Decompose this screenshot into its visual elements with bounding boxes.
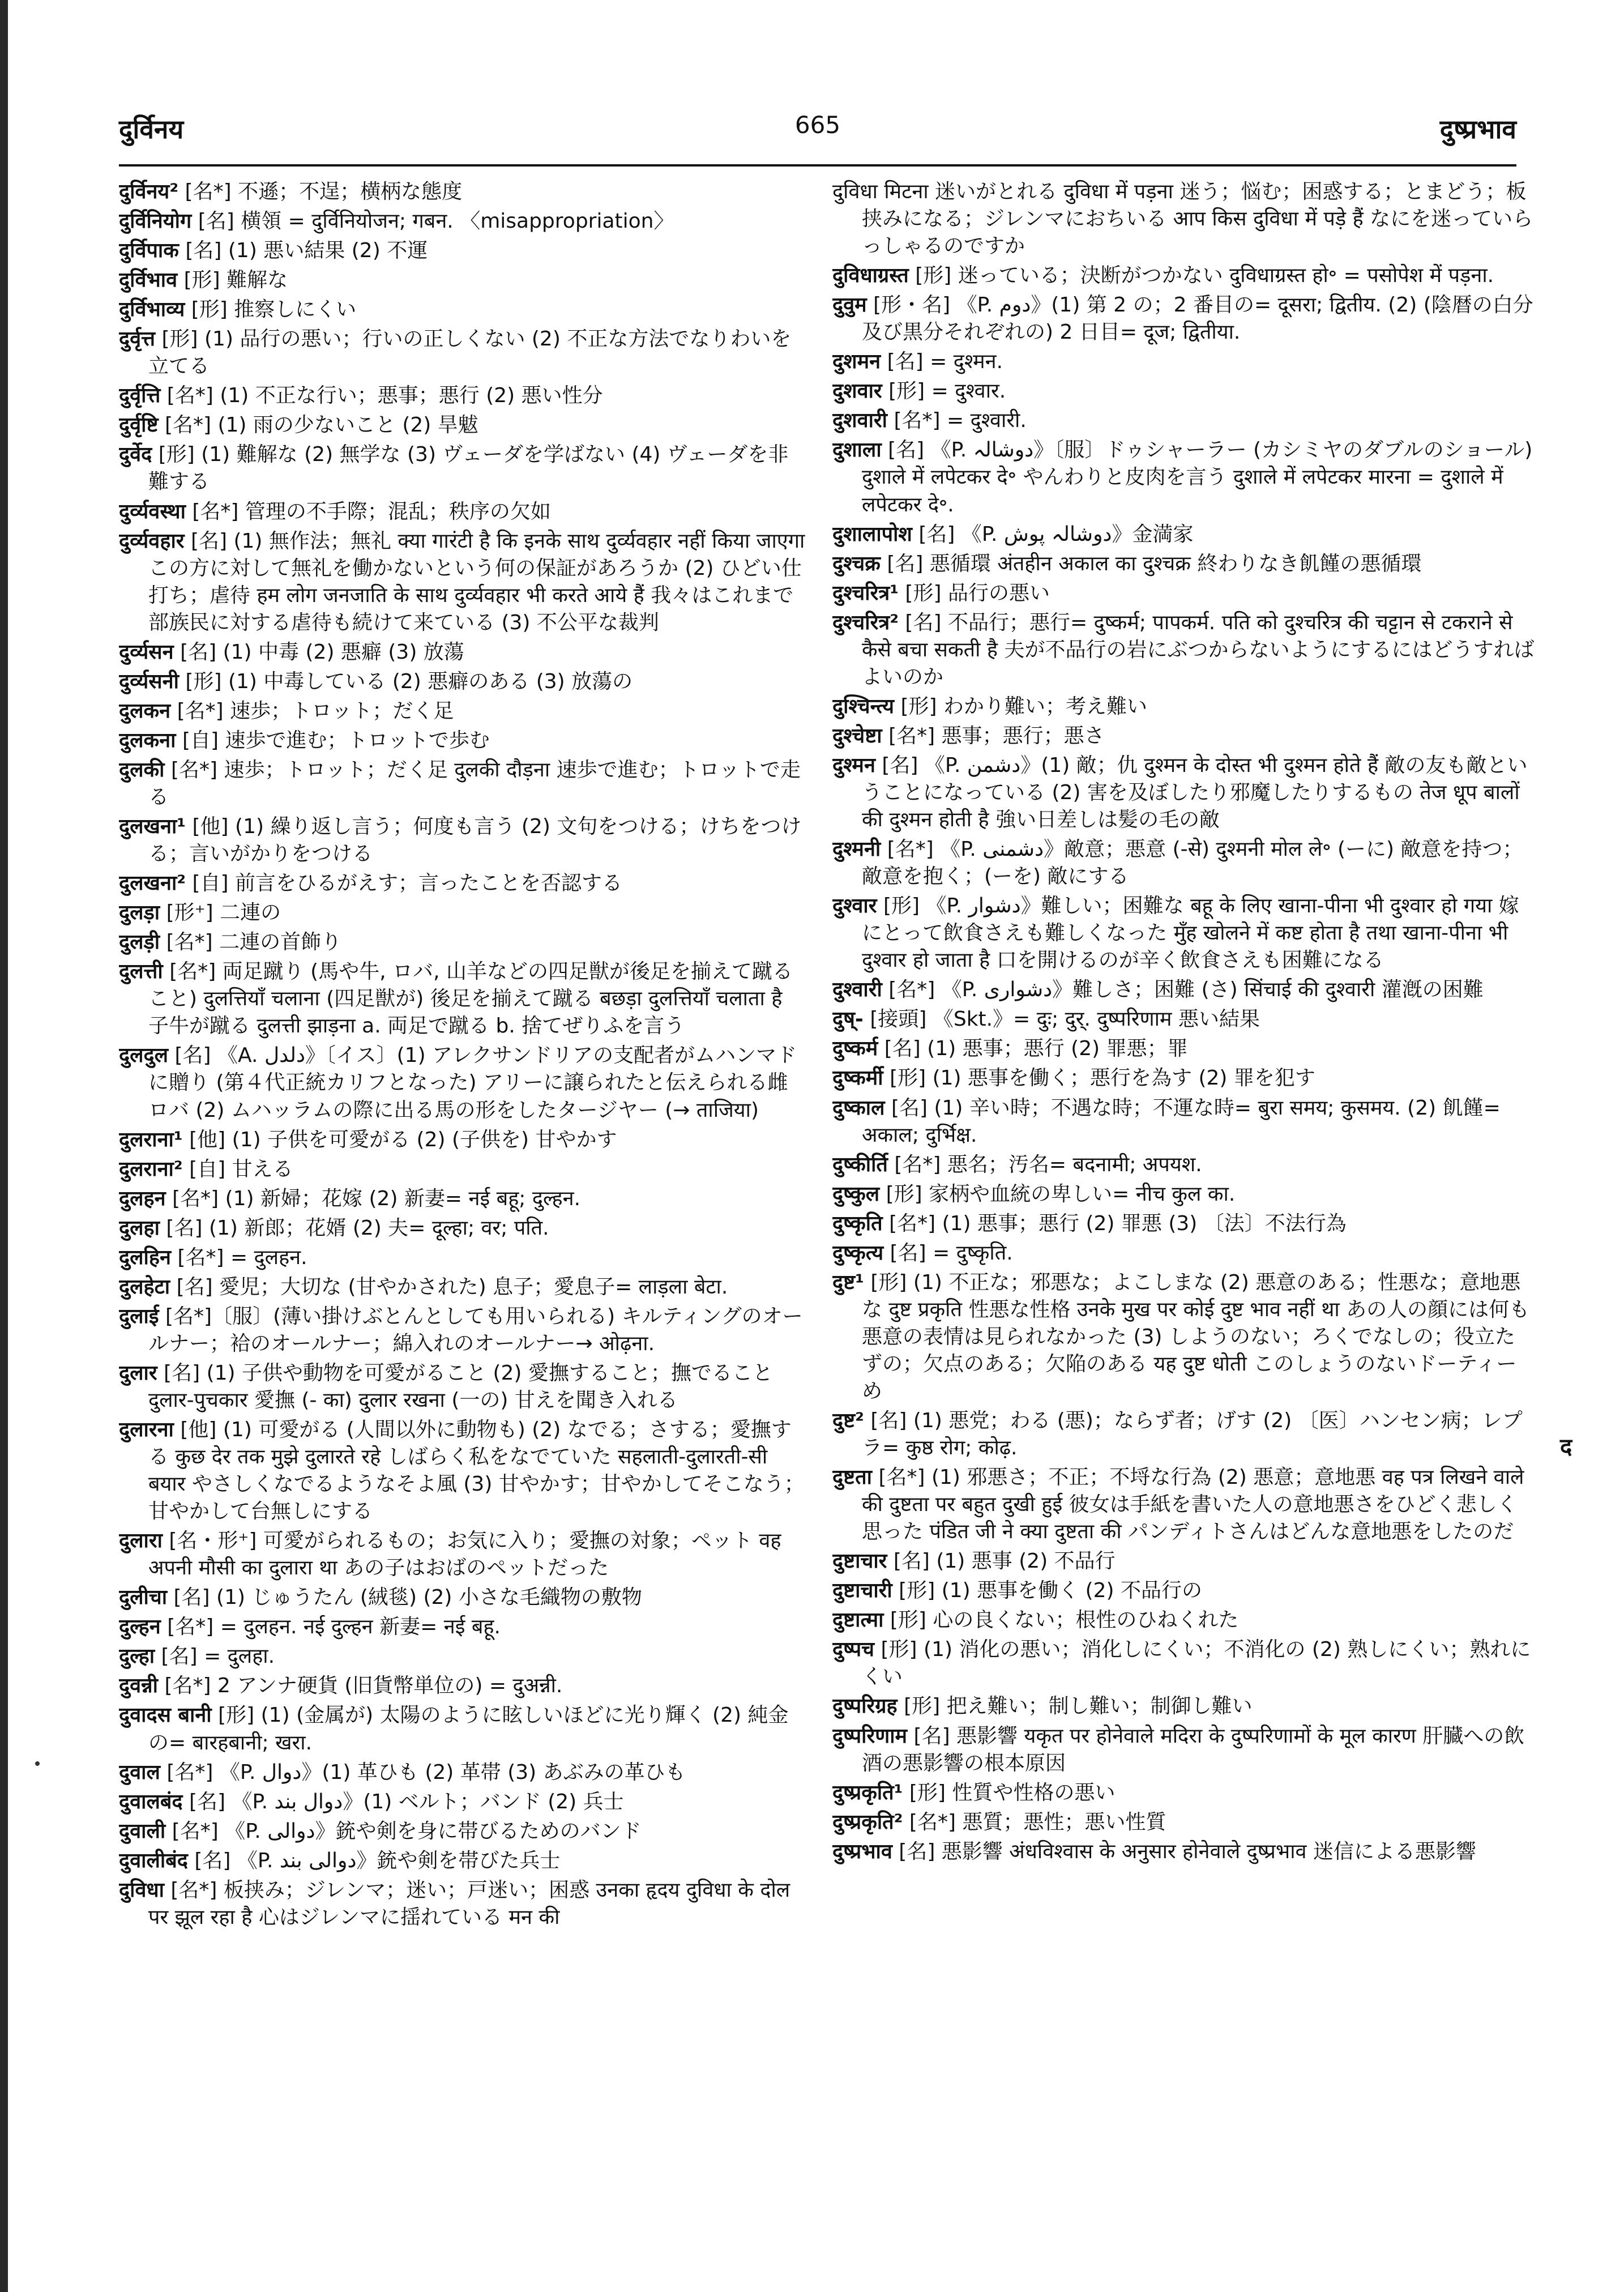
- entry-headword: दुशमन: [832, 350, 881, 374]
- dictionary-entry: [119, 1274, 807, 1301]
- entry-definition: [形⁺] 二連の: [166, 901, 281, 925]
- dictionary-entry: [119, 668, 807, 695]
- dictionary-entry: [119, 1527, 807, 1582]
- dictionary-entry: [119, 1156, 807, 1183]
- entry-headword: दुवाली: [119, 1819, 166, 1843]
- entry-headword: दुवाल: [119, 1760, 160, 1784]
- entry-definition: [名] = दुष्कृति.: [890, 1241, 1013, 1265]
- entry-definition: [名] 《P. دوالی بند》銃や剣を帯びた兵士: [194, 1849, 561, 1872]
- entry-definition: [名・形⁺] 可愛がられるもの；お気に入り；愛撫の対象；ペット वह अपनी मौसी का दुलारा था あの子はおばのペットだった: [148, 1529, 781, 1580]
- entry-definition: [名*] 二連の首飾り: [166, 931, 342, 954]
- entry-definition: [名*] (1) 不正な行い；悪事；悪行 (2) 悪い性分: [166, 384, 603, 408]
- entry-headword: दुष्कर्म: [832, 1037, 878, 1061]
- entry-definition: [名*] (1) 悪事；悪行 (2) 罪悪 (3) 〔法〕不法行為: [889, 1211, 1347, 1235]
- dictionary-entry: [832, 262, 1535, 289]
- dictionary-entry: [832, 836, 1535, 890]
- entry-definition: [名] (1) 中毒 (2) 悪癖 (3) 放蕩: [180, 640, 464, 664]
- entry-headword: दुष्टता: [832, 1466, 872, 1489]
- entry-definition: [形] わかり難い；考え難い: [900, 694, 1148, 718]
- entry-definition: [名*]〔服〕(薄い掛けぶとんとしても用いられる) キルティングのオールナー；袷のオールナー；綿入れのオールナー→ ओढ़ना.: [148, 1304, 803, 1355]
- entry-definition: [形] (1) 悪事を働く (2) 不品行の: [899, 1579, 1203, 1603]
- dictionary-entry: [119, 639, 807, 666]
- entry-headword: दुलहन: [119, 1186, 166, 1210]
- dictionary-entry: [119, 1215, 807, 1242]
- entry-definition: [形] (1) 難解な (2) 無学な (3) ヴェーダを学ばない (4) ヴェーダを非難する: [148, 443, 789, 494]
- entry-headword: दुवालबंद: [119, 1790, 183, 1813]
- scan-speck: [35, 1761, 40, 1766]
- dictionary-entry: [832, 1838, 1535, 1866]
- entry-definition: [名] 不品行；悪行= दुष्कर्म; पापकर्म. पति को दुश्चरित्र की चट्टान से टकराने से कैसे बचा सकती है 夫が不品行の岩にぶつからないようにするにはどうすればよいのか: [862, 611, 1535, 689]
- dictionary-entry: [832, 1809, 1535, 1836]
- entry-headword: दुश्चेष्टा: [832, 724, 882, 748]
- entry-definition: [名] (1) 子供や動物を可愛がること (2) 愛撫すること；撫でること दुलार-पुचकार 愛撫 (- का) दुलार रखना (一の) 甘えを聞き入れる: [148, 1361, 773, 1412]
- dictionary-entry: [119, 412, 807, 439]
- entry-definition: [自] 前言をひるがえす；言ったことを否認する: [192, 872, 623, 895]
- entry-headword: दुर्विभाव्य: [119, 298, 185, 322]
- entry-headword: दुश्चरित्र²: [832, 611, 899, 634]
- dictionary-entry: [832, 1065, 1535, 1092]
- entry-headword: दुशवार: [832, 379, 882, 403]
- dictionary-entry: [119, 1789, 807, 1816]
- dictionary-entry: [832, 550, 1535, 578]
- dictionary-entry: [119, 441, 807, 496]
- dictionary-entry: [832, 723, 1535, 750]
- dictionary-entry: [119, 267, 807, 294]
- dictionary-entry: [832, 1723, 1535, 1777]
- entry-headword: दुवुम: [832, 293, 867, 317]
- dictionary-entry: [119, 757, 807, 811]
- dictionary-entry: [832, 1181, 1535, 1208]
- dictionary-entry: [832, 292, 1535, 346]
- dictionary-entry: [832, 609, 1535, 691]
- page-header: [119, 108, 1516, 153]
- entry-definition: [名*] 不遜；不逞；横柄な態度: [185, 180, 463, 203]
- entry-headword: दुलकी: [119, 758, 165, 782]
- entry-definition: [名*] 《P. دشواری》難しさ；困難 (さ) सिंचाई की दुश्वारी 灌漑の困難: [888, 978, 1484, 1002]
- entry-headword: दुश्चरित्र¹: [832, 581, 899, 605]
- dictionary-entry: [119, 1672, 807, 1700]
- dictionary-entry: [119, 1126, 807, 1154]
- entry-definition: [名] 《P. دوال بند》(1) ベルト；バンド (2) 兵士: [189, 1790, 624, 1813]
- entry-headword: दुष्कीर्ति: [832, 1153, 888, 1176]
- entry-definition: [他] (1) 繰り返し言う；何度も言う (2) 文句をつける；けちをつける；言いがかりをつける: [148, 815, 802, 866]
- entry-headword: दुलाई: [119, 1304, 159, 1328]
- entry-headword: दुर्विभाव: [119, 268, 178, 292]
- scan-edge-shadow: [0, 0, 8, 2292]
- entry-definition: [接頭] 《Skt.》= दुः; दुर्. दुष्परिणाम 悪い結果: [870, 1008, 1260, 1031]
- entry-headword: दुर्वृत्त: [119, 327, 156, 351]
- entry-headword: दुलकना: [119, 728, 176, 752]
- entry-definition: [他] (1) 子供を可愛がる (2) (子供を) 甘やかす: [189, 1128, 617, 1151]
- entry-definition: [形] 心の良くない；根性のひねくれた: [890, 1608, 1239, 1632]
- entry-definition: [自] 甘える: [189, 1157, 293, 1181]
- dictionary-entry: [832, 693, 1535, 720]
- dictionary-entry: [832, 1407, 1535, 1462]
- entry-definition: [形] (1) (金属が) 太陽のように眩しいほどに光り輝く (2) 純金の= बारहबानी; खरा.: [148, 1704, 789, 1755]
- dictionary-entry: [119, 1702, 807, 1756]
- dictionary-entry: [832, 1035, 1535, 1062]
- dictionary-entry: [119, 899, 807, 927]
- entry-definition: [形] 《P. دشوار》難しい；困難な बहू के लिए खाना-पीना भी दुश्वार हो गया 嫁にとって飲食さえも難しくなった मुँह खोलने में कष्ट होता है तथा खाना-पीना भी दुश्वार हो जाता है 口を開けるのが辛く飲食さえも困難になる: [862, 894, 1519, 972]
- entry-headword: दुष्ट¹: [832, 1270, 864, 1294]
- entry-definition: [名*] = दुलहन. नई दुल्हन 新妻= नई बहू.: [167, 1615, 501, 1639]
- header-rule: [119, 164, 1516, 167]
- entry-headword: दुलहेटा: [119, 1275, 170, 1299]
- header-right-guide-word: दुष्प्रभाव: [1439, 114, 1516, 144]
- entry-headword: दुल्हा: [119, 1645, 155, 1668]
- entry-definition: [形] 家柄や血統の卑しい= नीच कुल का.: [886, 1182, 1236, 1206]
- entry-headword: दुलीचा: [119, 1586, 168, 1610]
- entry-headword: दुलत्ती: [119, 960, 163, 984]
- entry-definition: [名] (1) じゅうたん (絨毯) (2) 小さな毛織物の敷物: [173, 1586, 642, 1610]
- dictionary-entry: [832, 1210, 1535, 1237]
- entry-headword: दुलखना¹: [119, 815, 186, 839]
- entry-definition: [名*] (1) 雨の少ないこと (2) 旱魃: [164, 413, 478, 437]
- page-number: 665: [794, 111, 841, 139]
- entry-definition: [名*] = दुश्वारी.: [894, 409, 1027, 433]
- dictionary-entry: [832, 1095, 1535, 1149]
- entry-headword: दुविधाग्रस्त: [832, 264, 909, 288]
- entry-headword: दुवादस बानी: [119, 1704, 212, 1727]
- entry-headword: दुलारा: [119, 1529, 163, 1553]
- entry-headword: दुलराना¹: [119, 1128, 183, 1151]
- entry-definition: [名*] 悪事；悪行；悪さ: [888, 724, 1105, 748]
- dictionary-entry: [119, 1818, 807, 1845]
- entry-definition: [名] (1) 悪事；悪行 (2) 罪悪；罪: [884, 1037, 1188, 1061]
- entry-headword: दुष्प्रकृति¹: [832, 1781, 903, 1804]
- dictionary-entry: [119, 698, 807, 725]
- right-column: [832, 178, 1535, 2240]
- entry-headword: दुर्विनय²: [119, 180, 179, 203]
- entry-definition: [名] 《P. دوشالہ پوش》金満家: [918, 522, 1194, 546]
- entry-headword: दुर्विनियोग: [119, 210, 192, 233]
- entry-headword: दुश्मनी: [832, 838, 881, 861]
- thumb-index-letter: द: [1560, 1434, 1572, 1460]
- dictionary-entry: [832, 752, 1535, 834]
- entry-headword: दुवन्नी: [119, 1674, 158, 1698]
- entry-definition: [形] = दुश्वार.: [888, 379, 1006, 403]
- dictionary-entry: [832, 407, 1535, 434]
- entry-definition: [名] = दुश्मन.: [887, 350, 1003, 374]
- entry-headword: दुष्कृत्य: [832, 1241, 884, 1265]
- dictionary-entry: [832, 1240, 1535, 1267]
- entry-headword: दुलदुल: [119, 1044, 169, 1068]
- entry-definition: [名*] 悪質；悪性；悪い性質: [909, 1810, 1166, 1834]
- entry-headword: दुर्वेद: [119, 443, 152, 467]
- dictionary-entry: [119, 958, 807, 1040]
- dictionary-entry: [832, 1636, 1535, 1691]
- dictionary-entry: [832, 1269, 1535, 1405]
- entry-definition: [自] 速歩で進む；トロットで歩む: [182, 728, 490, 752]
- dictionary-entry: [832, 348, 1535, 375]
- entry-headword: दुशालापोश: [832, 522, 912, 546]
- entry-definition: [名] 悪影響 यकृत पर होनेवाले मदिरा के दुष्परिणामों के मूल कारण 肝臓への飲酒の悪影響の根本原因: [862, 1724, 1525, 1775]
- entry-definition: [名] 《A. دلدل》〔イス〕(1) アレクサンドリアの支配者がムハンマドに贈り (第４代正統カリフとなった) アリーに譲られたと伝えられる雌ロバ (2) ムハッラムの際に出る馬の形をしたタージヤー (→ ताजिया): [148, 1044, 797, 1122]
- entry-headword: दुष्टाचार: [832, 1550, 887, 1573]
- dictionary-entry: [832, 1464, 1535, 1546]
- entry-headword: दुलड़ा: [119, 901, 160, 925]
- entry-headword: दुष्कुल: [832, 1182, 880, 1206]
- entry-headword: दुष्-: [832, 1008, 864, 1031]
- entry-definition: [名] 悪影響 अंधविश्वास के अनुसार होनेवाले दुष्प्रभाव 迷信による悪影響: [899, 1839, 1476, 1863]
- dictionary-entry: [119, 1584, 807, 1611]
- dictionary-entry: [119, 1847, 807, 1875]
- entry-headword: दुष्परिणाम: [832, 1724, 908, 1748]
- entry-definition: [形] (1) 品行の悪い；行いの正しくない (2) 不正な方法でなりわいを立てる: [148, 327, 792, 378]
- entry-headword: दुश्मन: [832, 753, 875, 777]
- dictionary-entry: [832, 1151, 1535, 1179]
- entry-definition: [形] 推察しにくい: [191, 298, 357, 322]
- entry-headword: दुवालीबंद: [119, 1849, 188, 1872]
- entry-definition: [名*] 2 アンナ硬貨 (旧貨幣単位の) = दुअन्नी.: [164, 1674, 563, 1698]
- dictionary-entry: [832, 437, 1535, 518]
- entry-headword: दुलराना²: [119, 1157, 183, 1181]
- entry-definition: [他] (1) 可愛がる (人間以外に動物も) (2) なでる；さする；愛撫する कुछ देर तक मुझे दुलारते रहे しばらく私をなでていた सहलाती-दुलारती-सी बयार やさしくなでるようなそよ風 (3) 甘やかす；甘やかしてそこなう；甘やかして台無しにする: [148, 1418, 805, 1523]
- dictionary-entry: [119, 326, 807, 380]
- entry-headword: दुलखना²: [119, 872, 186, 895]
- entry-headword: दुविधा: [119, 1878, 164, 1902]
- entry-headword: दुश्वारी: [832, 978, 882, 1002]
- header-left-guide-word: दुर्विनय: [119, 114, 184, 144]
- entry-definition: [名*] 板挟み；ジレンマ；迷い；戸迷い；困惑 उनका हृदय दुविधा के दोल पर झूल रहा है 心はジレンマに揺れている मन की: [148, 1878, 790, 1929]
- entry-headword: दुष्परिग्रह: [832, 1695, 898, 1718]
- dictionary-entry: [119, 1643, 807, 1670]
- entry-headword: दुष्कर्मी: [832, 1066, 883, 1090]
- dictionary-entry: [119, 1614, 807, 1641]
- entry-definition: [形・名] 《P. دوم》(1) 第 2 の；2 番目の= दूसरा; द्वितीय. (2) (陰暦の白分及び黒分それぞれの) 2 日目= दूज; द्वितीया.: [862, 293, 1533, 344]
- dictionary-entry: [119, 382, 807, 409]
- entry-definition: [名] 悪循環 अंतहीन अकाल का दुश्चक्र 終わりなき飢饉の悪循環: [887, 552, 1422, 575]
- entry-headword: दुशवारी: [832, 409, 887, 433]
- entry-headword: दुष्प्रभाव: [832, 1839, 892, 1863]
- dictionary-entry: [119, 237, 807, 264]
- dictionary-entry: [119, 208, 807, 235]
- entry-definition: [名] (1) 無作法；無礼 क्या गारंटी है कि इनके साथ दुर्व्यवहार नहीं किया जाएगा この方に対して無礼を働かないという何の保証があろうか (2) ひどい仕打ち；虐待 हम लोग जनजाति के साथ दुर्व्यवहार भी करते आये हैं 我々はこれまで部族民に対する虐待も続けて来ている (3) 不公平な裁判: [148, 529, 805, 634]
- entry-definition: [名*] = दुलहन.: [177, 1245, 307, 1269]
- entry-headword: दुर्वृष्टि: [119, 413, 159, 437]
- entry-headword: दुलारना: [119, 1418, 174, 1442]
- dictionary-entry: [119, 296, 807, 323]
- dictionary-entry: [119, 1416, 807, 1525]
- dictionary-entry: [832, 580, 1535, 607]
- dictionary-entry: [119, 1877, 807, 1931]
- entry-headword: दुलड़ी: [119, 931, 160, 954]
- dictionary-entry: [119, 528, 807, 637]
- entry-headword: दुश्वार: [832, 894, 877, 918]
- entry-definition: दुविधा मिटना 迷いがとれる दुविधा में पड़ना 迷う；悩む；困惑する；とまどう；板挟みになる；ジレンマにおちいる आप किस दुविधा में पड़े हैं なにを迷っていらっしゃるのですか: [832, 180, 1533, 258]
- entry-definition: [名] 《P. دوشالہ》〔服〕ドゥシャーラー (カシミヤのダブルのショール) दुशाले में लपेटकर दे॰ やんわりと皮肉を言う दुशाले में लपेटकर मारना = दुशाले में लपेटकर दे॰.: [862, 438, 1533, 517]
- entry-headword: दुर्व्यसनी: [119, 669, 179, 693]
- entry-headword: दुष्कृति: [832, 1211, 883, 1235]
- entry-definition: [名] = दुलहा.: [161, 1645, 275, 1668]
- dictionary-entry: [832, 1693, 1535, 1720]
- dictionary-entry: [832, 1577, 1535, 1604]
- entry-headword: दुर्वृत्ति: [119, 384, 161, 408]
- entry-headword: दुलहा: [119, 1216, 160, 1240]
- entry-definition: [名] (1) 新郎；花婿 (2) 夫= दूल्हा; वर; पति.: [166, 1216, 549, 1240]
- entry-headword: दुष्टाचारी: [832, 1579, 892, 1603]
- entry-definition: [名*] 《P. دوالی》銃や剣を身に帯びるためのバンド: [172, 1819, 642, 1843]
- dictionary-entry: [832, 1548, 1535, 1575]
- entry-definition: [名*] 速歩；トロット；だく足: [177, 699, 454, 723]
- entry-headword: दुश्चक्र: [832, 552, 881, 575]
- dictionary-entry: [119, 178, 807, 206]
- dictionary-entry: [119, 1244, 807, 1271]
- entry-definition: [名*] 管理の不手際；混乱；秩序の欠如: [192, 500, 551, 523]
- entry-definition: [形] 性質や性格の悪い: [909, 1781, 1116, 1804]
- dictionary-entry: [832, 1779, 1535, 1807]
- entry-definition: [形] 迷っている；決断がつかない दुविधाग्रस्त हो॰ = पसोपेश में पड़ना.: [915, 264, 1494, 288]
- entry-definition: [名] (1) 悪党；わる (悪)；ならず者；げす (2) 〔医〕ハンセン病；レプラ= कुष्ठ रोग; कोढ़.: [862, 1409, 1523, 1460]
- entry-headword: दुष्प्रकृति²: [832, 1810, 903, 1834]
- entry-definition: [形] 把え難い；制し難い；制御し難い: [904, 1695, 1253, 1718]
- entry-definition: [名*] 速歩；トロット；だく足 दुलकी दौड़ना 速歩で進む；トロットで走る: [148, 758, 801, 809]
- entry-definition: [形] (1) 不正な；邪悪な；よこしまな (2) 悪意のある；性悪な；意地悪な दुष्ट प्रकृति 性悪な性格 उनके मुख पर कोई दुष्ट भाव नहीं था あの人の顔には何も悪意の表情は見られなかった (3) しようのない；ろくでなしの；役立たずの；欠点のある；欠陥のある यह दुष्ट धोती このしょうのないドーティーめ: [862, 1270, 1530, 1403]
- entry-definition: [形] 難解な: [183, 268, 288, 292]
- entry-definition: [名] 横領 = दुर्विनियोजन; गबन. 〈misappropriation〉: [198, 210, 674, 233]
- dictionary-entry: [832, 521, 1535, 548]
- dictionary-entry: [119, 813, 807, 868]
- dictionary-entry: [832, 378, 1535, 405]
- dictionary-entry: [119, 727, 807, 754]
- entry-definition: [形] (1) 消化の悪い；消化しにくい；不消化の (2) 熟しにくい；熟れにくい: [862, 1638, 1531, 1689]
- dictionary-entry: [832, 893, 1535, 974]
- dictionary-entry: [119, 1042, 807, 1124]
- dictionary-entry: [119, 870, 807, 897]
- dictionary-entry: [119, 1185, 807, 1213]
- entry-headword: दुल्हन: [119, 1615, 161, 1639]
- entry-headword: दुश्चिन्त्य: [832, 694, 895, 718]
- entry-definition: [形] (1) 悪事を働く；悪行を為す (2) 罪を犯す: [890, 1066, 1315, 1090]
- entry-headword: दुष्काल: [832, 1096, 885, 1120]
- entry-headword: दुर्व्यवस्था: [119, 500, 186, 523]
- left-column: [119, 178, 807, 2240]
- entry-headword: दुर्व्यसन: [119, 640, 174, 664]
- dictionary-entry: [119, 929, 807, 956]
- entry-definition: [名] (1) 辛い時；不遇な時；不運な時= बुरा समय; कुसमय. (2) 飢饉= अकाल; दुर्भिक्ष.: [862, 1096, 1501, 1147]
- dictionary-entry: [832, 1006, 1535, 1033]
- entry-headword: दुशाला: [832, 438, 882, 462]
- entry-headword: दुलार: [119, 1361, 157, 1385]
- entry-definition: [名*] 悪名；汚名= बदनामी; अपयश.: [894, 1153, 1202, 1176]
- entry-headword: दुलकन: [119, 699, 171, 723]
- entry-headword: दुष्टात्मा: [832, 1608, 884, 1632]
- dictionary-entry: [119, 1303, 807, 1358]
- entry-definition: [名*] (1) 新婦；花嫁 (2) 新妻= नई बहू; दुल्हन.: [172, 1186, 581, 1210]
- entry-headword: दुर्व्यवहार: [119, 529, 185, 553]
- entry-definition: [形] 品行の悪い: [905, 581, 1050, 605]
- entry-definition: [名*] 《P. دوال》(1) 革ひも (2) 革帯 (3) あぶみの革ひも: [166, 1760, 686, 1784]
- entry-headword: दुलहिन: [119, 1245, 171, 1269]
- entry-definition: [名] 《P. دشمن》(1) 敵；仇 दुश्मन के दोस्त भी दुश्मन होते हैं 敵の友も敵ということになっている (2) 害を及ぼしたり邪魔したりするもの तेज धूप बालों की दुश्मन होती है 強い日差しは髪の毛の敵: [862, 753, 1528, 832]
- entry-definition: [名] (1) 悪い結果 (2) 不運: [185, 239, 428, 263]
- entry-definition: [名*] 《P. دشمنی》敵意；悪意 (-से) दुश्मनी मोल ले॰ (ーに) 敵意を持つ；敵意を抱く；(ーを) 敵にする: [862, 838, 1523, 889]
- entry-headword: दुष्ट²: [832, 1409, 864, 1433]
- entry-definition: [名*] (1) 邪悪さ；不正；不埒な行為 (2) 悪意；意地悪 वह पत्र लिखने वाले की दुष्टता पर बहुत दुखी हुई 彼女は手紙を書いた人の意地悪さをひどく悲しく思った पंडित जी ने क्या दुष्टता की パンディトさんはどんな意地悪をしたのだ: [862, 1466, 1524, 1544]
- dictionary-entry: [119, 1759, 807, 1786]
- entry-definition: [名] 愛児；大切な (甘やかされた) 息子；愛息子= लाड़ला बेटा.: [176, 1275, 728, 1299]
- dictionary-entry: [119, 498, 807, 526]
- entry-definition: [形] (1) 中毒している (2) 悪癖のある (3) 放蕩の: [185, 669, 633, 693]
- dictionary-entry: [832, 976, 1535, 1004]
- dictionary-entry: [832, 178, 1535, 260]
- entry-headword: दुर्विपाक: [119, 239, 179, 263]
- dictionary-entry: [119, 1360, 807, 1414]
- entry-definition: [名*] 両足蹴り (馬や牛, ロバ, 山羊などの四足獣が後足を揃えて蹴ること) दुलत्तियाँ चलाना (四足獣が) 後足を揃えて蹴る बछड़ा दुलत्तियाँ चलाता है 子牛が蹴る दुलत्ती झाड़ना a. 両足で蹴る b. 捨てぜりふを言う: [148, 960, 793, 1038]
- dictionary-entry: [832, 1607, 1535, 1634]
- entry-headword: दुष्पच: [832, 1638, 875, 1662]
- entry-definition: [名] (1) 悪事 (2) 不品行: [893, 1550, 1116, 1573]
